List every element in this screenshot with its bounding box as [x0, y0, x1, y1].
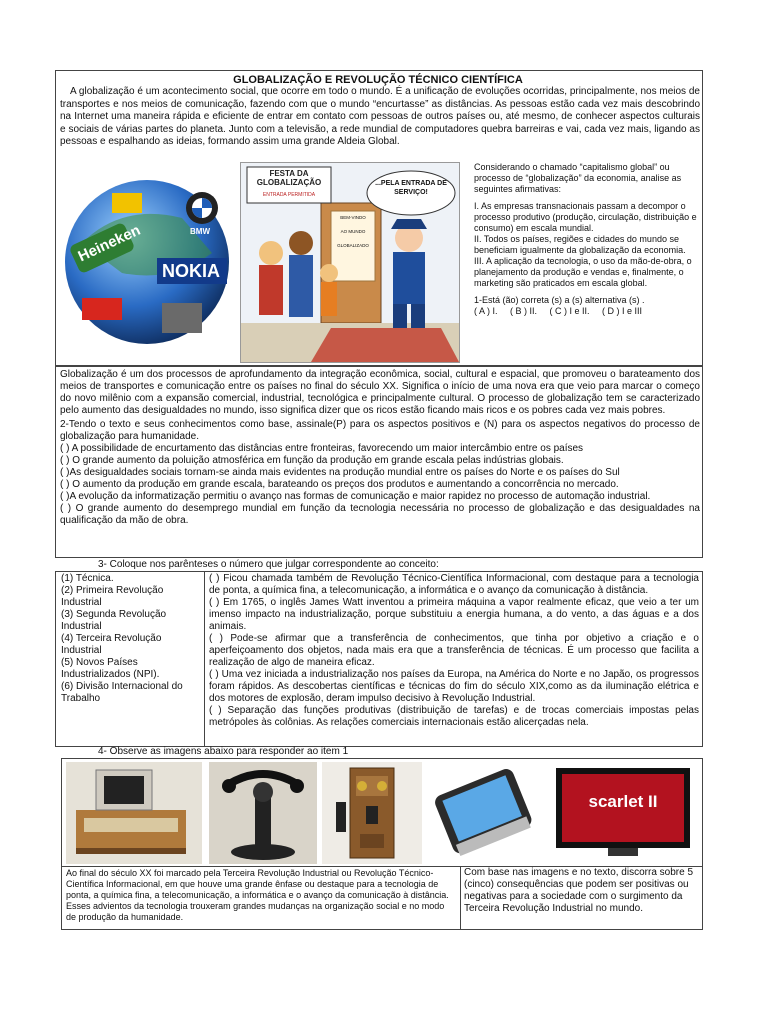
q1-item-2: II. Todos os países, regiões e cidades do mundo se beneficiam igualmente da globalização da economia.	[474, 234, 686, 255]
definition-item[interactable]: ( ) Uma vez iniciada a industrialização nos países da Europa, na América do Norte e no Japão, os progressos foram rápidos. As descobertas científicas e técnicas do fim do século XIX,como as da iluminação elétrica e dos motores de explosão, deram impulso decisivo à Revolução Industrial.	[209, 669, 699, 704]
concept-item: (4) Terceira Revolução Industrial	[61, 633, 162, 656]
cartoon-door-2: AO MUNDO	[340, 229, 366, 234]
intro-paragraph: A globalização é um acontecimento social, que ocorre em todo o mundo. É a unificação de evoluções ocorridas, principalmente, nos meios de transportes e nos meios de comunicação, fazendo com que o mundo “encurtasse” as distâncias. As pessoas estão cada vez mais descobrindo na Internet uma maneira rápida e eficiente de entrar em contato com pessoas de outros países ou, até mesmo, de conhecer aspectos culturais e sociais de várias partes do planeta. Junto com a televisão, a rede mundial de computadores quebra barreiras e vai, cada vez mais, ligando as pessoas e espalhando as ideias, formando assim uma grande Aldeia Global.	[60, 86, 700, 147]
s2-instruction: 2-Tendo o texto e seus conhecimentos como base, assinale(P) para os aspectos positivos e (N) para os aspectos negativos do processo de globalização para humanidade.	[60, 419, 700, 442]
q4-divider	[460, 866, 461, 930]
section-2	[60, 369, 700, 527]
tv-brand-text: scarlet II	[588, 792, 658, 811]
worksheet-title: GLOBALIZAÇÃO E REVOLUÇÃO TÉCNICO CIENTÍFICA	[233, 74, 523, 86]
q1-item-1: I. As empresas transnacionais passam a decompor o processo produtivo (produção, circulação, distribuição e consumo) em escala mundial.	[474, 201, 697, 233]
s2-item[interactable]: ( ) A possibilidade de encurtamento das distâncias entre fronteiras, favorecendo um maior intercâmbio entre os países	[60, 443, 584, 454]
brand-heineken: Heineken	[75, 221, 144, 266]
cartoon-bubble: ...PELA ENTRADA DE SERVIÇO!	[375, 180, 447, 196]
q3-concepts	[61, 573, 201, 705]
q1-prompt: Considerando o chamado “capitalismo global” ou processo de “globalização” da economia, analise as seguintes afirmativas:	[474, 162, 682, 194]
question-1	[474, 162, 698, 323]
wall-telephone-image	[322, 762, 422, 864]
definition-item[interactable]: ( ) Em 1765, o inglês James Watt inventou a primeira máquina a vapor realmente eficaz, que veio a ter um imenso impacto na industrialização, porque substituiu a energia humana, a do vento, a das águas e a dos animais.	[209, 597, 699, 632]
old-telephone-image	[209, 762, 317, 864]
s2-item[interactable]: ( ) O aumento da produção em grande escala, barateando os preços dos produtos e aumentando a concorrência no mercado.	[60, 479, 619, 490]
q4-right-text: Com base nas imagens e no texto, discorra sobre 5 (cinco) consequências que podem ser positivas ou negativas para a sociedade com o surgimento da Terceira Revolução Industrial no mundo.	[464, 867, 694, 914]
brand-nokia: NOKIA	[162, 261, 220, 281]
q4-left-text: Ao final do século XX foi marcado pela Terceira Revolução Industrial ou Revolução Técnico-Científica Informacional, em que houve uma grande ênfase ou destaque para a tecnologia de ponta, a química fina, a telecomunicação, a informática e o avanço da comunicação à distância. Esses advientos da tecnologia trouxeram grandes mudanças na organização social e no modo de produção da humanidade.	[66, 868, 449, 922]
concept-item: (3) Segunda Revolução Industrial	[61, 609, 167, 632]
cartoon-door-1: BEM-VINDO	[340, 215, 366, 220]
q1-question: 1-Está (ão) correta (s) a (s) alternativa (s) .	[474, 295, 645, 305]
cartoon-sign-sub: ENTRADA PERMITIDA	[262, 192, 316, 198]
q4-label: 4- Observe as imagens abaixo para responder ao item 1	[98, 746, 349, 757]
s2-item[interactable]: ( )A evolução da informatização permitiu o avanço nas formas de comunicação e maior rapidez no processo de automação industrial.	[60, 491, 651, 502]
smartphone-image	[428, 762, 540, 864]
s2-item[interactable]: ( )As desigualdades sociais tornam-se ainda mais evidentes na produção mundial entre os países do Norte e os países do Sul	[60, 467, 620, 478]
concept-item: (6) Divisão Internacional do Trabalho	[61, 681, 183, 704]
flat-tv-image	[548, 762, 698, 864]
q3-divider	[204, 571, 205, 747]
brand-bmw: BMW	[190, 227, 210, 236]
definition-item[interactable]: ( ) Pode-se afirmar que a transferência de conhecimentos, que tinha por objetivo a criação e o aperfeiçoamento dos objetos, nada mais era que a transferência de técnicas. É um processo que facilita a realização de algo de maneira eficaz.	[209, 633, 699, 668]
cartoon-sign: FESTA DA GLOBALIZAÇÃO	[256, 169, 322, 187]
concept-item: (2) Primeira Revolução Industrial	[61, 585, 164, 608]
q1-item-3: III. A aplicação da tecnologia, o uso da mão-de-obra, o planejamento da produção e vendas e, finalmente, o marketing são praticados em escala global.	[474, 256, 692, 288]
concept-item: (1) Técnica.	[61, 573, 114, 584]
s2-paragraph: Globalização é um dos processos de aprofundamento da integração econômica, social, cultural e espacial, que promoveu o barateamento dos meios de transportes e comunicação entre os países no final do século XX. Significa o início de uma nova era que veio para marcar o começo do novo milênio com a expansão comercial, industrial, tecnológica e principalmente cultural. O processo de globalização tem se caracterizado pelo aumento das desigualdades no mundo, isso significa dizer que os ricos estão ficando mais ricos e os pobres cada vez mais pobres.	[60, 369, 700, 416]
cartoon-door-3: GLOBALIZADO	[337, 243, 369, 248]
concept-item: (5) Novos Países Industrializados (NPI).	[61, 657, 160, 680]
q3-definitions	[209, 573, 699, 729]
definition-item[interactable]: ( ) Separação das funções produtivas (distribuição de tarefas) e de trocas comerciais impostas pelas metrópoles às colônias. As relações comerciais internacionais estão alicerçadas nela.	[209, 705, 699, 728]
q3-label: 3- Coloque nos parênteses o número que julgar correspondente ao conceito:	[98, 559, 439, 570]
s2-item[interactable]: ( ) O grande aumento da poluição atmosférica em função da produção em grande escala pelas indústrias globais.	[60, 455, 564, 466]
globalization-cartoon	[240, 162, 460, 363]
old-computer-image	[66, 762, 202, 864]
s2-item[interactable]: ( ) O grande aumento do desemprego mundial em função da tecnologia necessária no processo de globalização e das desigualdades na qualificação da mão de obra.	[60, 503, 700, 526]
globe-brands-image	[62, 163, 232, 361]
q1-options[interactable]: ( A ) I. ( B ) II. ( C ) I e II. ( D ) I e III	[474, 306, 643, 316]
definition-item[interactable]: ( ) Ficou chamada também de Revolução Técnico-Científica Informacional, com destaque para a tecnologia de ponta, a química fina, a telecomunicação, a informática e o avanço da comunicação à distância.	[209, 573, 699, 596]
